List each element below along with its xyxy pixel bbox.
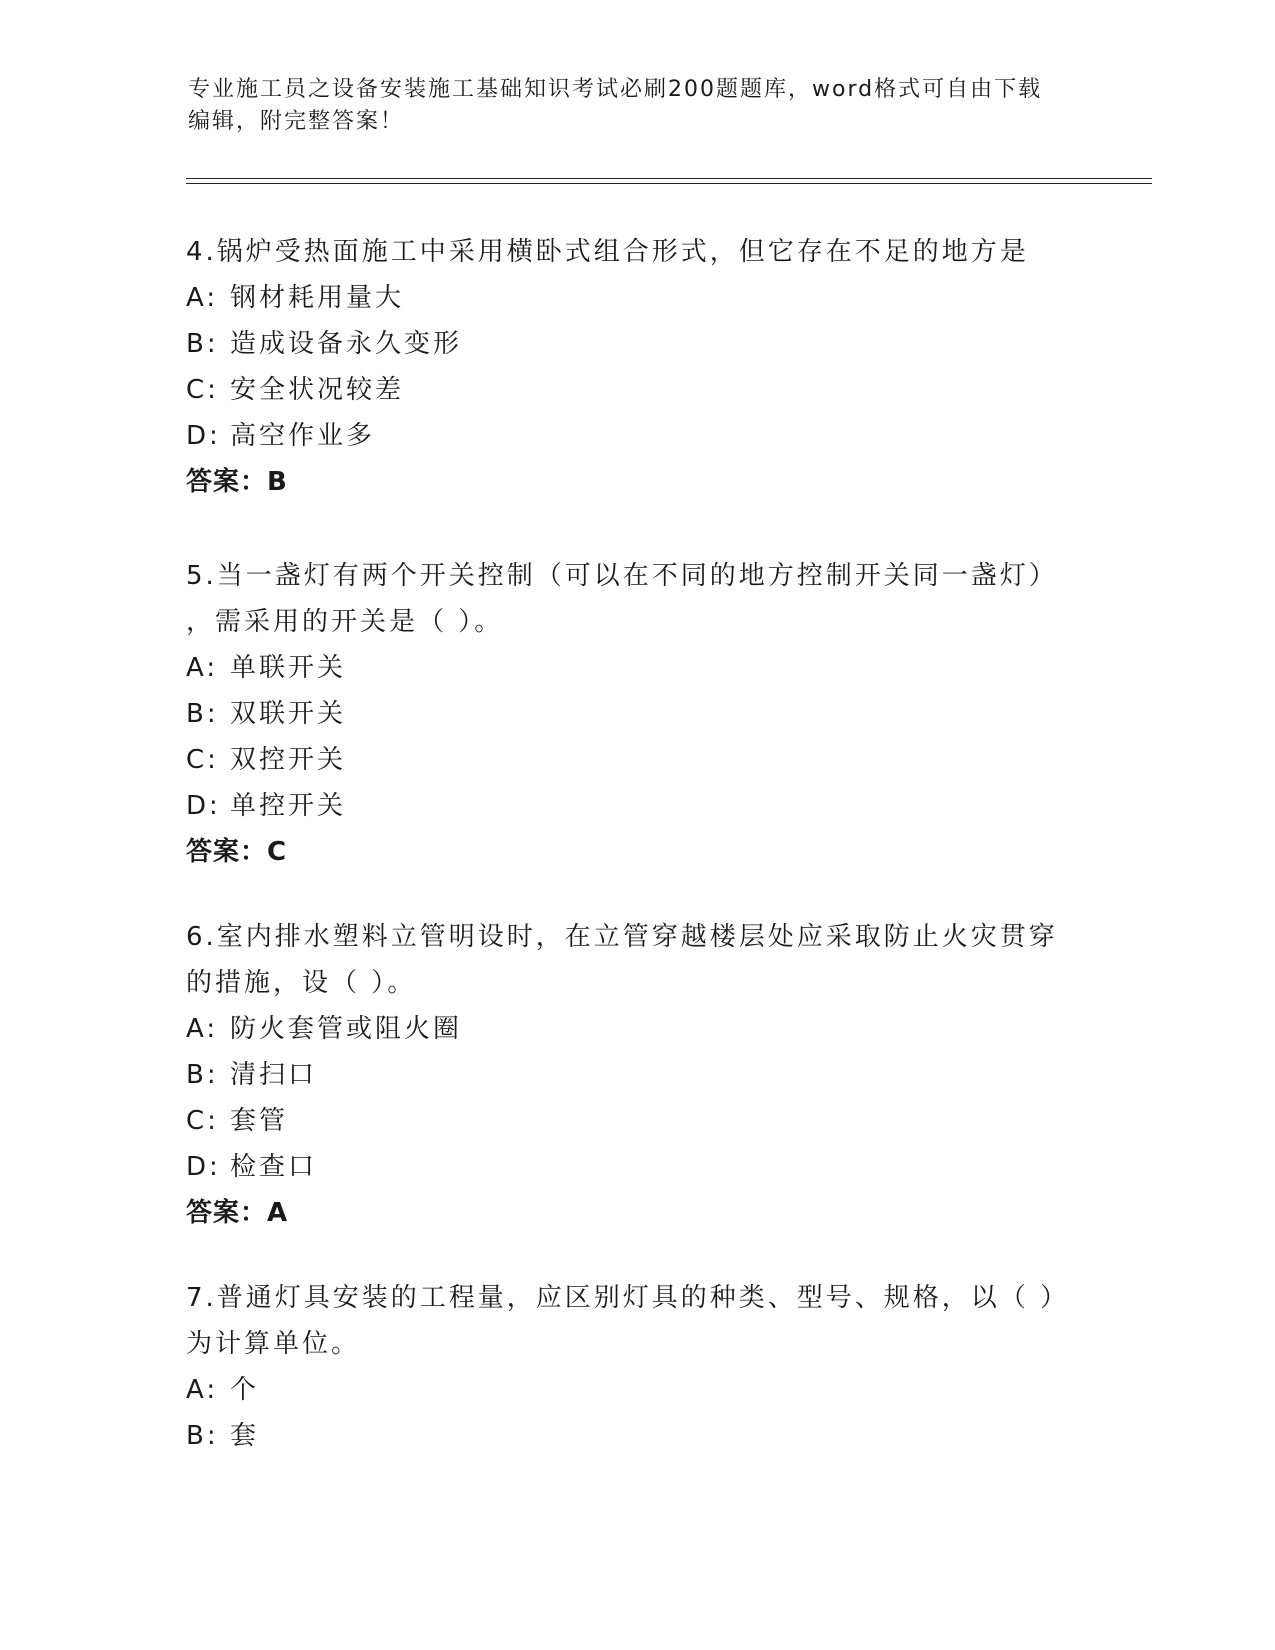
option-label: A: xyxy=(186,283,219,313)
option-text: 钢材耗用量大 xyxy=(230,283,405,313)
header-divider-bottom xyxy=(186,183,1152,184)
option-label: D: xyxy=(186,791,221,821)
header-divider-top xyxy=(186,178,1152,179)
question-block-4 xyxy=(186,229,1066,505)
option-text: 防火套管或阻火圈 xyxy=(230,1014,463,1044)
option-d xyxy=(186,1144,1066,1190)
option-b xyxy=(186,321,1066,367)
answer-text: 答案：C xyxy=(186,837,288,867)
option-text: 造成设备永久变形 xyxy=(230,329,463,359)
option-a xyxy=(186,275,1066,321)
question-text-line-2: ，需采用的开关是（ ）。 xyxy=(186,607,504,637)
question-text-line-1: 7.普通灯具安装的工程量，应区别灯具的种类、型号、规格，以（ ） xyxy=(186,1283,1070,1313)
option-a xyxy=(186,645,1066,691)
option-label: B: xyxy=(186,1060,219,1090)
option-label: A: xyxy=(186,1014,219,1044)
option-label: B: xyxy=(186,1421,219,1451)
option-a xyxy=(186,1006,1066,1052)
question-text-line-1: 5.当一盏灯有两个开关控制（可以在不同的地方控制开关同一盏灯） xyxy=(186,561,1058,591)
option-b xyxy=(186,691,1066,737)
option-text: 清扫口 xyxy=(230,1060,318,1090)
option-c xyxy=(186,367,1066,413)
question-block-7 xyxy=(186,1275,1070,1459)
header-line-2: 编辑，附完整答案！ xyxy=(188,109,405,134)
option-text: 高空作业多 xyxy=(230,421,376,451)
option-b xyxy=(186,1413,1066,1459)
option-text: 个 xyxy=(230,1375,260,1405)
option-a xyxy=(186,1367,1066,1413)
option-d xyxy=(186,413,1066,459)
option-label: B: xyxy=(186,329,219,359)
answer-text: 答案：B xyxy=(186,467,288,497)
question-text-line-1: 6.室内排水塑料立管明设时，在立管穿越楼层处应采取防止火灾贯穿 xyxy=(186,922,1058,952)
option-text: 套管 xyxy=(230,1106,289,1136)
option-c xyxy=(186,1098,1066,1144)
option-label: D: xyxy=(186,1152,221,1182)
option-d xyxy=(186,783,1066,829)
option-c xyxy=(186,737,1066,783)
option-label: C: xyxy=(186,1106,219,1136)
option-b xyxy=(186,1052,1066,1098)
question-block-5 xyxy=(186,553,1066,875)
option-label: C: xyxy=(186,745,219,775)
option-label: A: xyxy=(186,653,219,683)
option-text: 双控开关 xyxy=(230,745,347,775)
option-label: B: xyxy=(186,699,219,729)
header-line-1: 专业施工员之设备安装施工基础知识考试必刷200题题库，word格式可自由下载 xyxy=(188,77,1043,102)
answer-text: 答案：A xyxy=(186,1198,289,1228)
question-text: 4.锅炉受热面施工中采用横卧式组合形式，但它存在不足的地方是 xyxy=(186,237,1029,267)
option-text: 安全状况较差 xyxy=(230,375,405,405)
option-text: 单联开关 xyxy=(230,653,347,683)
option-label: D: xyxy=(186,421,221,451)
option-label: A: xyxy=(186,1375,219,1405)
question-text-line-2: 为计算单位。 xyxy=(186,1329,361,1359)
option-text: 套 xyxy=(230,1421,260,1451)
question-text-line-2: 的措施，设（ ）。 xyxy=(186,968,417,998)
question-block-6 xyxy=(186,914,1066,1236)
option-text: 检查口 xyxy=(230,1152,318,1182)
option-text: 双联开关 xyxy=(230,699,347,729)
option-text: 单控开关 xyxy=(230,791,347,821)
document-header xyxy=(188,74,1068,138)
option-label: C: xyxy=(186,375,219,405)
